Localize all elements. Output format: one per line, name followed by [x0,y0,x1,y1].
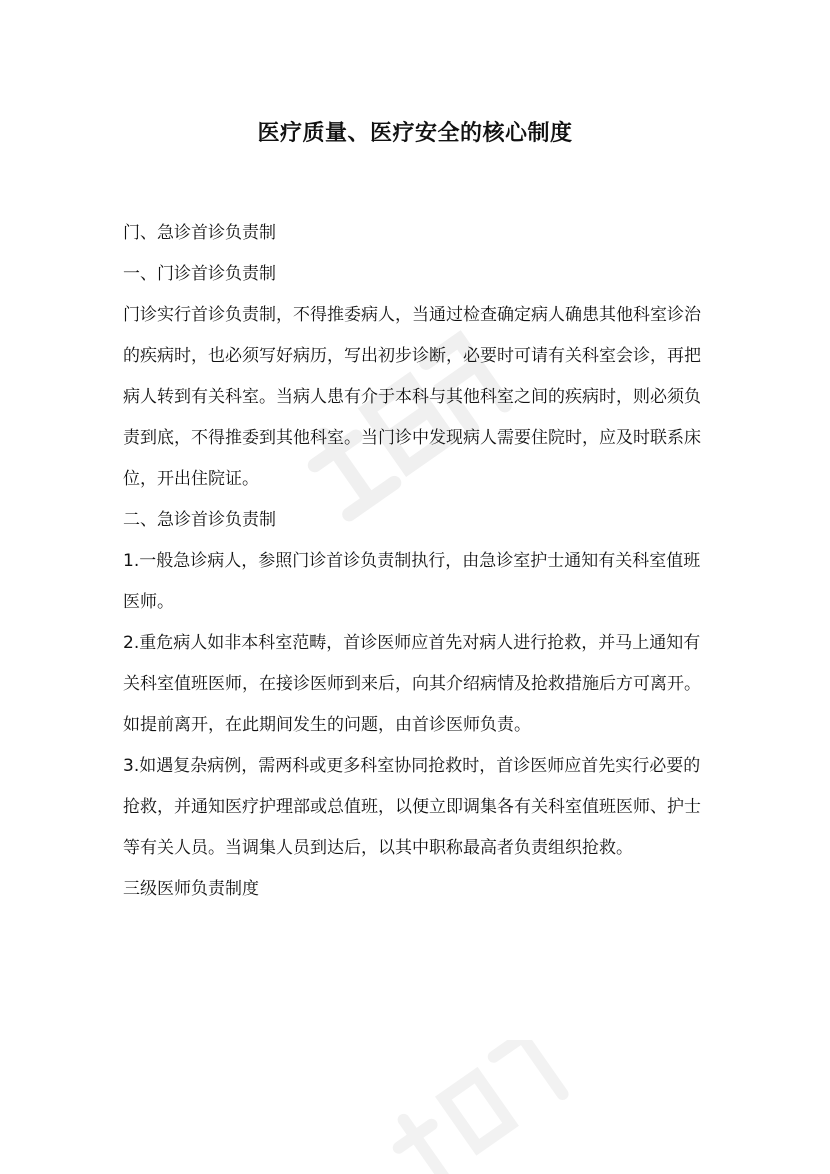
paragraph-outpatient-rule: 门诊实行首诊负责制，不得推委病人，当通过检查确定病人确患其他科室诊治的疾病时，也必须写好病历，写出初步诊断，必要时可请有关科室会诊，再把病人转到有关科室。当病人患有介于本科与其他科室之间的疾病时，则必须负责到底，不得推委到其他科室。当门诊中发现病人需要住院时，应及时联系床位，开出住院证。 [123,305,701,489]
document-body [123,213,713,910]
section-heading-emergency-first-visit: 门、急诊首诊负责制 [123,223,276,243]
document-title: 医疗质量、医疗安全的核心制度 [257,121,573,146]
paragraph-emergency-item-2: 2.重危病人如非本科室范畴，首诊医师应首先对病人进行抢救，并马上通知有关科室值班医师，在接诊医师到来后，向其介绍病情及抢救措施后方可离开。如提前离开，在此期间发生的问题，由首诊医师负责。 [123,633,701,735]
subheading-outpatient: 一、门诊首诊负责制 [123,264,276,284]
watermark-graphic-bottom [360,1040,580,1174]
paragraph-emergency-item-1: 1.一般急诊病人，参照门诊首诊负责制执行，由急诊室护士通知有关科室值班医师。 [123,551,701,612]
paragraph-emergency-item-3: 3.如遇复杂病例，需两科或更多科室协同抢救时，首诊医师应首先实行必要的抢救，并通知医疗护理部或总值班，以便立即调集各有关科室值班医师、护士等有关人员。当调集人员到达后，以其中职称最高者负责组织抢救。 [123,756,701,858]
section-heading-three-level-physician: 三级医师负责制度 [123,879,259,899]
subheading-emergency: 二、急诊首诊负责制 [123,510,276,530]
